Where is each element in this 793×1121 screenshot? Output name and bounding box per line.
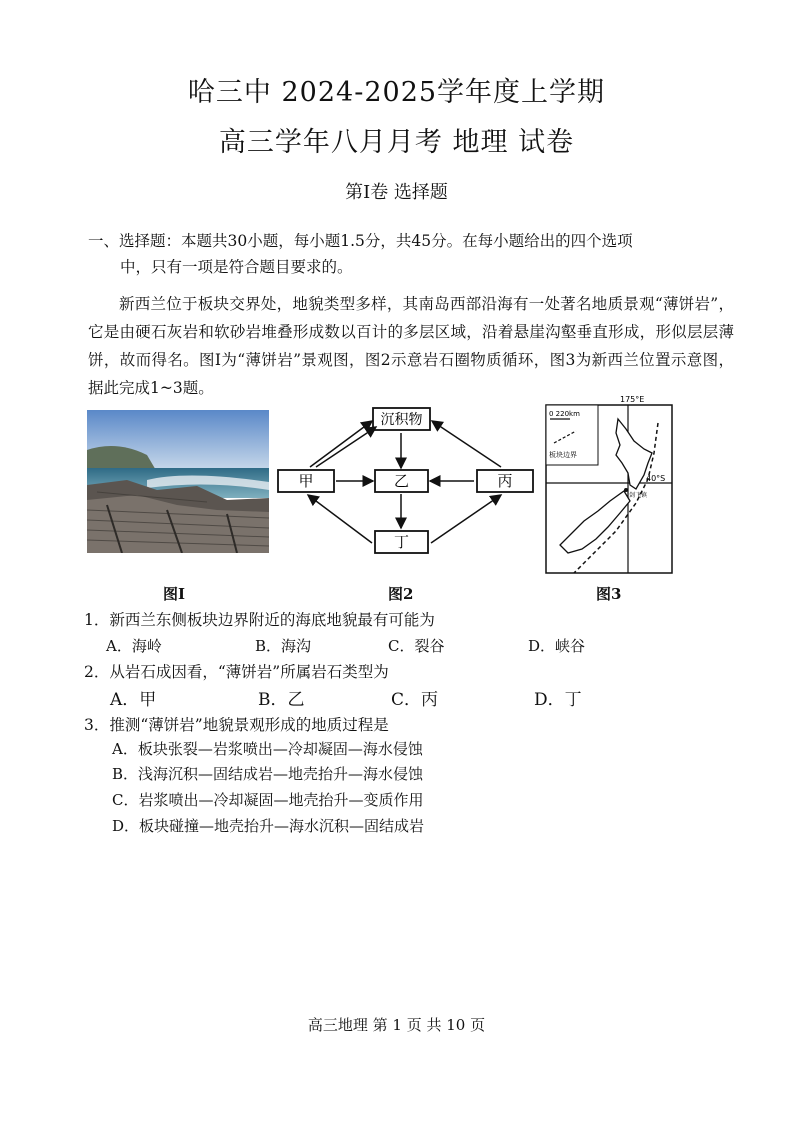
rock-cycle-diagram (276, 403, 534, 563)
exam-title-line1: 哈三中 2024-2025学年度上学期 (187, 77, 606, 108)
label-bing: 丙 (497, 472, 513, 490)
label-longitude: 175°E (620, 395, 645, 404)
fig1-caption: 图Ⅰ (163, 585, 186, 603)
pancake-rocks-image (87, 410, 269, 553)
section-title: 第Ⅰ卷 选择题 (345, 182, 448, 203)
label-ding: 丁 (393, 533, 410, 551)
question-1-option-c: C．裂谷 (388, 637, 445, 655)
fig3-caption: 图3 (596, 585, 622, 603)
label-place: 剑飞镇 (629, 492, 648, 499)
label-legend: 板块边界 (549, 451, 577, 459)
label-jia: 甲 (298, 472, 314, 490)
instructions-line1: 一、选择题：本题共30小题，每小题1.5分，共45分。在每小题给出的四个选项 (88, 232, 633, 250)
page-footer: 高三地理 第 1 页 共 10 页 (307, 1016, 486, 1034)
question-1-option-a: A．海岭 (106, 637, 162, 655)
question-2-option-b: B．乙 (258, 690, 305, 710)
question-1-stem: 1．新西兰东侧板块边界附近的海底地貌最有可能为 (84, 611, 435, 629)
question-3-option-d: D．板块碰撞—地壳抬升—海水沉积—固结成岩 (112, 817, 425, 835)
fig2-caption: 图2 (388, 585, 414, 603)
passage-text: 新西兰位于板块交界处，地貌类型多样，其南岛西部沿海有一处著名地质景观“薄饼岩”，它是由硬石灰岩和软砂岩堆叠形成数以百计的多层区域，沿着悬崖沟壑垂直形成，形似层层薄饼，故而得名。图Ⅰ为“薄饼岩”景观图，图2示意岩石圈物质循环，图3为新西兰位置示意图，据此完成1~3题。 (88, 295, 734, 397)
question-3-option-a: A．板块张裂—岩浆喷出—冷却凝固—海水侵蚀 (112, 740, 423, 758)
question-1-option-d: D．峡谷 (528, 637, 586, 655)
label-yi: 乙 (393, 472, 410, 490)
question-2-stem: 2．从岩石成因看，“薄饼岩”所属岩石类型为 (84, 663, 389, 681)
label-latitude: 40°S (646, 474, 666, 483)
nz-map-svg (540, 393, 676, 575)
pancake-rocks-photo (87, 410, 269, 553)
instructions (88, 228, 728, 280)
new-zealand-map (540, 393, 676, 575)
question-3-option-b: B．浅海沉积—固结成岩—地壳抬升—海水侵蚀 (112, 765, 424, 783)
question-2-option-c: C．丙 (391, 690, 439, 710)
instructions-line2: 中，只有一项是符合题目要求的。 (120, 258, 353, 276)
question-1-option-b: B．海沟 (255, 637, 312, 655)
exam-title-line2: 高三学年八月月考 地理 试卷 (218, 127, 575, 158)
label-scale: 0 220km (549, 410, 580, 418)
rock-cycle-svg (276, 403, 534, 563)
question-2-option-d: D．丁 (534, 690, 582, 710)
question-3-stem: 3．推测“薄饼岩”地貌景观形成的地质过程是 (84, 716, 389, 734)
label-sediment: 沉积物 (380, 412, 423, 428)
question-2-option-a: A．甲 (110, 690, 157, 710)
question-3-option-c: C．岩浆喷出—冷却凝固—地壳抬升—变质作用 (112, 791, 424, 809)
